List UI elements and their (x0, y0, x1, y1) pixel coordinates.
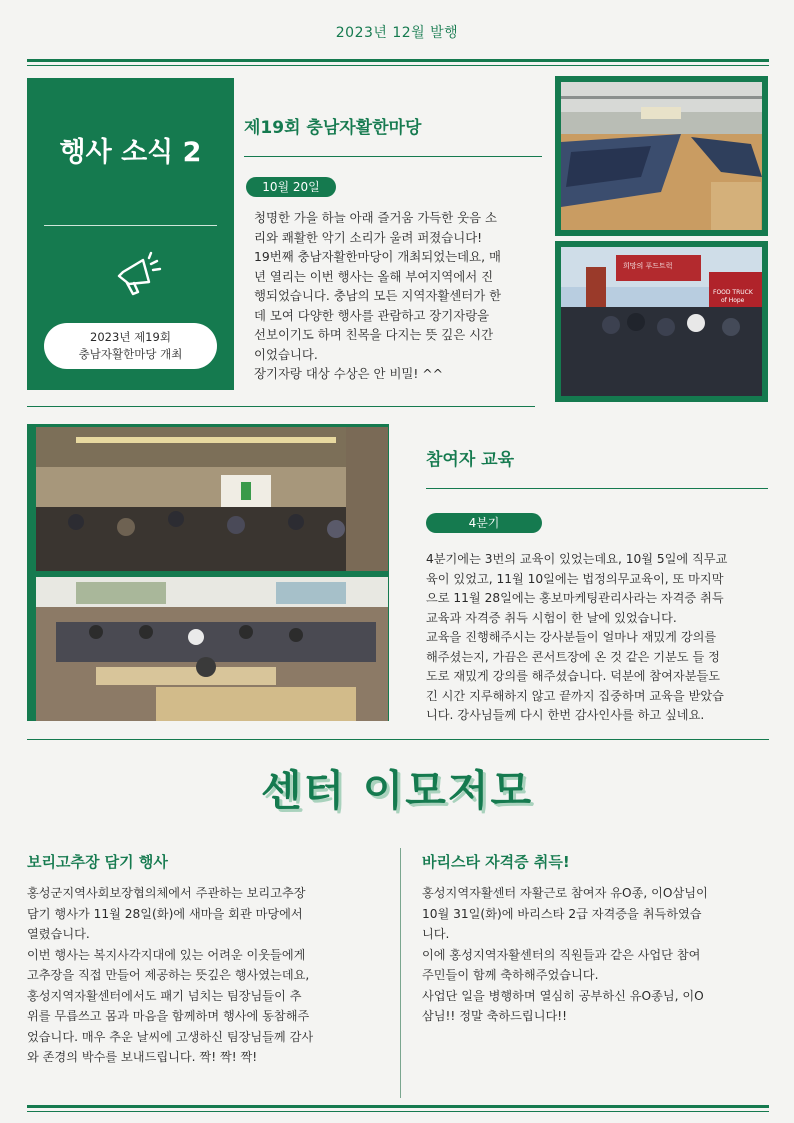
event-caption-line1: 2023년 제19회 (90, 330, 171, 344)
event-news-title: 행사 소식 2 (59, 137, 202, 168)
left-column-body (27, 883, 379, 1068)
megaphone-icon (113, 250, 163, 300)
edu-photo-lecture (36, 427, 388, 571)
column-divider (400, 848, 401, 1098)
classroom-illustration (36, 577, 388, 721)
text-line: 장기자랑 대상 수상은 안 비밀! ^^ (254, 366, 444, 381)
text-line: 었습니다. 매우 추운 날씨에 고생하신 팀장님들께 감사 (27, 1029, 314, 1044)
text-line: 교육과 자격증 취득 시험이 한 날에 있었습니다. (426, 610, 677, 625)
header-rule-top (27, 59, 769, 62)
text-line: 년 열리는 이번 행사는 올해 부여지역에서 진 (254, 268, 494, 284)
text-line: 삼님!! 정말 축하드립니다!! (422, 1009, 568, 1023)
text-line: 와 존경의 박수를 보내드립니다. 짝! 짝! 짝! (27, 1050, 258, 1064)
text-line: 홍성군지역사회보장협의체에서 주관하는 보리고추장 (27, 886, 306, 900)
event-article-body (254, 208, 544, 384)
panel-divider (44, 225, 217, 226)
section-rule-2 (27, 739, 769, 740)
text-line: 육이 있었고, 11월 10일에는 법정의무교육이, 또 마지막 (426, 571, 724, 586)
text-line: 19번째 충남자활한마당이 개최되었는데요, 매 (254, 249, 501, 264)
education-title: 참여자 교육 (426, 450, 515, 470)
event-photo-gymnasium (561, 82, 762, 230)
text-line: 담기 행사가 11월 28일(화)에 새마을 회관 마당에서 (27, 906, 303, 921)
event-photo-foodtruck (561, 247, 762, 396)
event-date-pill: 10월 20일 (246, 177, 336, 197)
foodtruck-sign-en: FOOD TRUCK (713, 289, 753, 296)
text-line: 도로 재밌게 강의를 해주셨습니다. 덕분에 참여자분들도 (426, 669, 721, 683)
left-column-title: 보리고추장 담기 행사 (27, 853, 168, 871)
article-title: 제19회 충남자활한마당 (244, 118, 422, 138)
text-line: 니다. 강사님들께 다시 한번 감사인사를 하고 싶네요. (426, 708, 705, 722)
education-title-rule (426, 488, 768, 489)
text-line: 으로 11월 28일에는 홍보마케팅관리사라는 자격증 취득 (426, 591, 724, 605)
gym-illustration (561, 82, 762, 230)
text-line: 데 모여 다양한 행사를 관람하고 장기자랑을 (254, 307, 490, 323)
event-caption-pill (44, 323, 217, 369)
education-body (426, 550, 770, 726)
lecture-illustration (36, 427, 388, 571)
center-news-title: 센터 이모저모 (260, 766, 534, 815)
text-line: 이번 행사는 복지사각지대에 있는 어려운 이웃들에게 (27, 947, 306, 962)
text-line: 홍성지역자활센터 자활근로 참여자 유O종, 이O삼님이 (422, 886, 708, 900)
text-line: 행되었습니다. 충남의 모든 지역자활센터가 한 (254, 288, 502, 303)
text-line: 이에 홍성지역자활센터의 직원들과 같은 사업단 참여 (422, 947, 701, 962)
text-line: 사업단 일을 병행하며 열심히 공부하신 유O종님, 이O (422, 988, 704, 1003)
right-column-title: 바리스타 자격증 취득! (422, 853, 570, 871)
event-news-panel (27, 78, 234, 390)
event-caption-line2: 충남자활한마당 개최 (78, 347, 183, 361)
right-column-body (422, 883, 772, 1027)
text-line: 열렸습니다. (27, 927, 90, 941)
text-line: 해주셨는지, 가끔은 콘서트장에 온 것 같은 기분도 들 정 (426, 649, 720, 664)
section-rule-1 (27, 406, 535, 407)
foodtruck-sign: 희망의 푸드트럭 (623, 262, 673, 270)
foodtruck-sign-en-2: of Hope (721, 297, 745, 304)
text-line: 홍성지역자활센터에서도 패기 넘치는 팀장님들이 추 (27, 988, 302, 1003)
edu-photo-classroom (36, 577, 388, 721)
text-line: 청명한 가을 하늘 아래 즐거움 가득한 웃음 소 (254, 210, 498, 225)
article-title-rule (244, 156, 542, 157)
issue-date: 2023년 12월 발행 (335, 25, 459, 41)
text-line: 리와 쾌활한 악기 소리가 울려 퍼졌습니다! (254, 229, 483, 245)
text-line: 선보이기도 하며 친목을 다지는 뜻 깊은 시간 (254, 327, 494, 342)
text-line: 위를 무릅쓰고 몸과 마음을 함께하며 행사에 동참해주 (27, 1009, 310, 1023)
text-line: 4분기에는 3번의 교육이 있었는데요, 10월 5일에 직무교 (426, 552, 728, 566)
text-line: 이었습니다. (254, 346, 318, 362)
text-line: 10월 31일(화)에 바리스타 2급 자격증을 취득하였습 (422, 906, 702, 921)
text-line: 긴 시간 지루해하지 않고 끝까지 집중하며 교육을 받았습 (426, 688, 724, 703)
text-line: 교육을 진행해주시는 강사분들이 얼마나 재밌게 강의를 (426, 630, 717, 644)
footer-rule-top (27, 1105, 769, 1108)
header-rule-bottom (27, 65, 769, 66)
text-line: 고추장을 직접 만들어 제공하는 뜻깊은 행사였는데요, (27, 968, 310, 982)
text-line: 주민들이 함께 축하해주었습니다. (422, 968, 599, 982)
footer-rule-bottom (27, 1111, 769, 1112)
education-date-pill: 4분기 (426, 513, 542, 533)
text-line: 니다. (422, 927, 450, 941)
